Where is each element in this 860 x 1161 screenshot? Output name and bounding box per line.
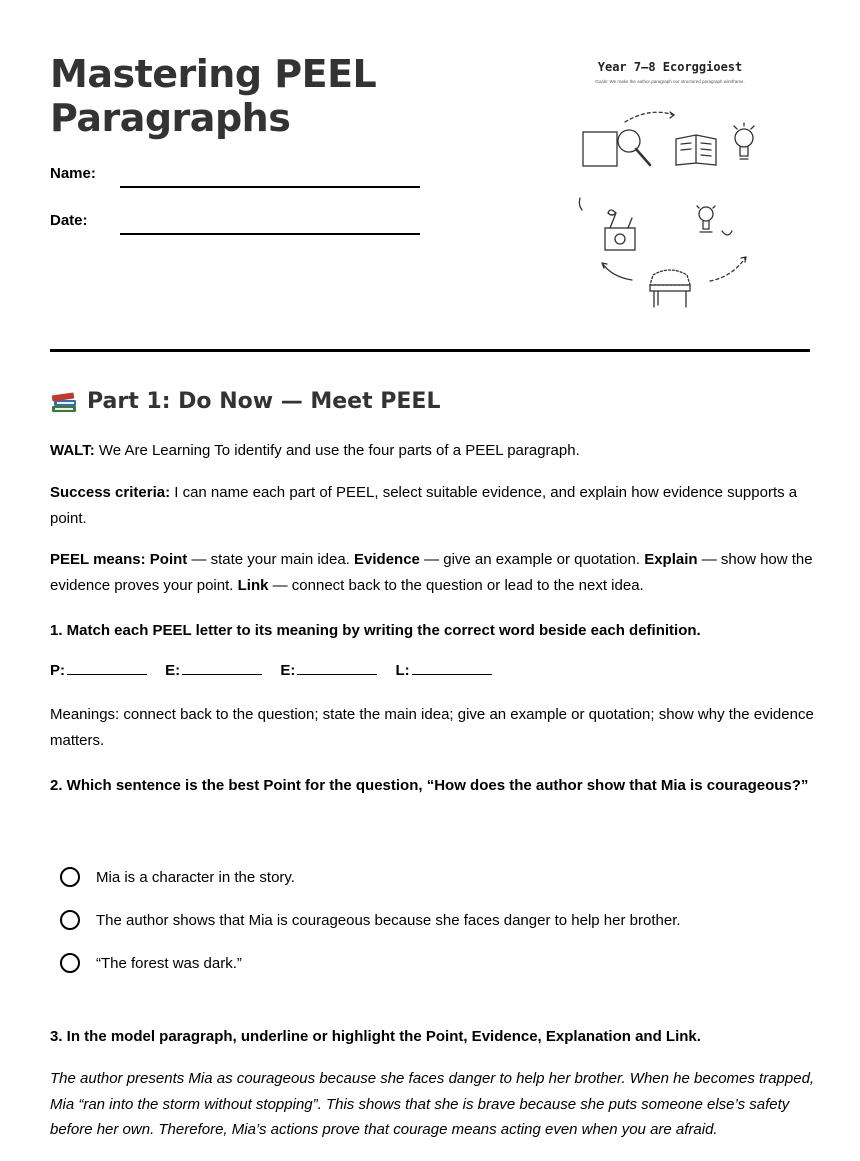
lightbulb-icon: [697, 206, 732, 235]
radio-button[interactable]: [60, 910, 80, 930]
question-2: 2. Which sentence is the best Point for the question, “How does the author show that Mia is courageous?”: [50, 777, 809, 794]
page-title: [50, 52, 376, 140]
name-label: Name:: [50, 165, 96, 182]
header-divider: [50, 349, 810, 352]
blank-p-field[interactable]: [67, 660, 147, 675]
blank-e2-field[interactable]: [297, 660, 377, 675]
peel-definition: PEEL means: Point — state your main idea. Evidence — give an example or quotation. Explain — show how the evidence proves your point. Link — connect back to the question or lead to the next idea.: [50, 551, 813, 594]
option-3[interactable]: [60, 953, 242, 973]
radio-button[interactable]: [60, 867, 80, 887]
arrow-right-head: [741, 257, 746, 262]
radio-button[interactable]: [60, 953, 80, 973]
lightbulb-icon: [734, 123, 754, 159]
small-curve: [579, 198, 582, 210]
date-label: Date:: [50, 212, 88, 229]
arrow-right: [710, 257, 746, 281]
option-label: Mia is a character in the story.: [96, 868, 295, 886]
meanings-list: Meanings: connect back to the question; state the main idea; give an example or quotation; show why the evidence matters.: [50, 706, 814, 749]
blank-e1-field[interactable]: [182, 660, 262, 675]
books-icon: [50, 388, 78, 414]
peel-blanks: [50, 660, 750, 679]
name-field[interactable]: [120, 186, 420, 188]
section-heading: [50, 388, 440, 414]
section-heading-text: Part 1: Do Now — Meet PEEL: [87, 388, 441, 414]
date-field[interactable]: [120, 233, 420, 235]
blank-l-field[interactable]: [412, 660, 492, 675]
blank-l: L:: [396, 660, 492, 679]
illustration-subtitle: Goals: We make the author paragraph our structured paragraph wireframe.: [595, 79, 745, 84]
success-criteria: Success criteria: I can name each part of PEEL, select suitable evidence, and explain how evidence supports a point.: [50, 484, 798, 527]
square-icon: [583, 132, 617, 166]
model-paragraph: The author presents Mia as courageous because she faces danger to help her brother. When he becomes trapped, Mia “ran into the storm without stopping”. This shows that she is brave because she puts someone else’s safety before her own. Therefore, Mia’s actions prove that courage means acting even when you are afraid.: [50, 1070, 815, 1138]
book-icon: [676, 135, 716, 165]
arrow-curve: [625, 112, 674, 122]
plant-pot-icon: [605, 210, 635, 250]
title-line-1: Mastering PEEL: [50, 52, 377, 96]
option-2[interactable]: [60, 910, 681, 930]
option-label: The author shows that Mia is courageous because she faces danger to help her brother.: [96, 911, 681, 929]
illustration-title: Year 7–8 Ecorggioest: [597, 60, 743, 74]
question-3: 3. In the model paragraph, underline or highlight the Point, Evidence, Explanation and Link.: [50, 1028, 701, 1045]
option-label: “The forest was dark.”: [96, 954, 242, 972]
magnifier-icon: [618, 130, 650, 165]
blank-p: P:: [50, 660, 147, 679]
option-1[interactable]: [60, 867, 295, 887]
question-1: 1. Match each PEEL letter to its meaning by writing the correct word beside each definition.: [50, 622, 701, 639]
blank-e1: E:: [165, 660, 262, 679]
desk-icon: [650, 270, 690, 307]
walt-statement: WALT: We Are Learning To identify and use the four parts of a PEEL paragraph.: [50, 442, 580, 459]
arrow-left: [602, 263, 632, 280]
blank-e2: E:: [280, 660, 377, 679]
title-line-2: Paragraphs: [50, 96, 291, 140]
peel-illustration: [570, 55, 770, 315]
